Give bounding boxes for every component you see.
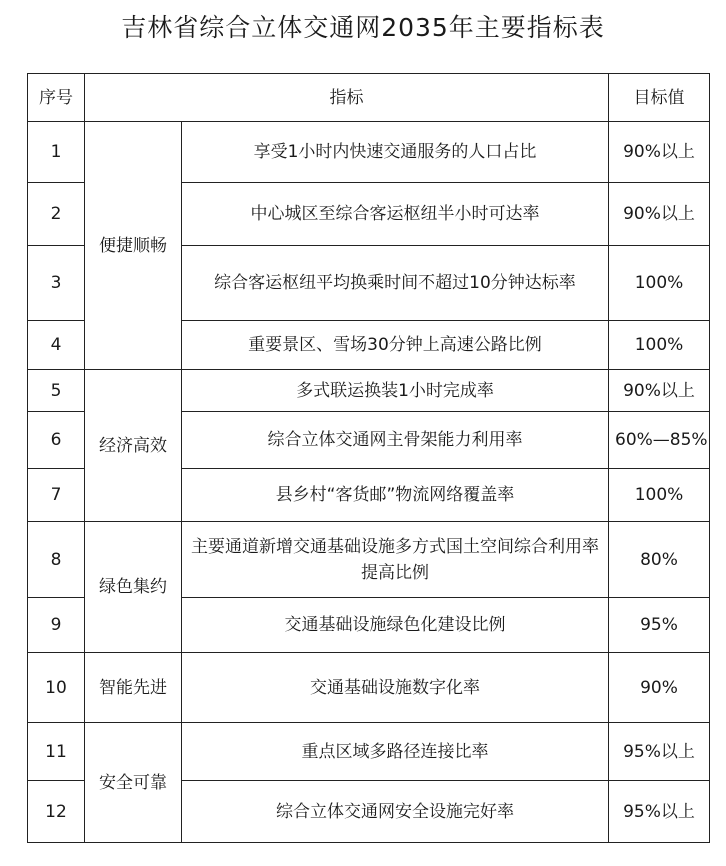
header-indicator: 指标: [85, 74, 609, 122]
category-cell: 经济高效: [85, 370, 182, 522]
table-header-row: [28, 74, 710, 122]
row-number: 7: [28, 469, 85, 522]
row-number: 2: [28, 183, 85, 246]
table-title: 吉林省综合立体交通网2035年主要指标表: [121, 13, 605, 42]
header-number: 序号: [28, 74, 85, 122]
header-target: 目标值: [609, 74, 710, 122]
indicator-cell: 重点区域多路径连接比率: [182, 723, 609, 781]
row-number: 1: [28, 122, 85, 183]
indicator-cell: 综合立体交通网安全设施完好率: [182, 781, 609, 843]
indicator-cell: 交通基础设施绿色化建设比例: [182, 598, 609, 653]
indicator-cell: 重要景区、雪场30分钟上高速公路比例: [182, 321, 609, 370]
indicator-cell: 中心城区至综合客运枢纽半小时可达率: [182, 183, 609, 246]
row-number: 9: [28, 598, 85, 653]
indicator-cell: 享受1小时内快速交通服务的人口占比: [182, 122, 609, 183]
target-cell: 100%: [609, 321, 710, 370]
target-cell: 80%: [609, 522, 710, 598]
row-number: 12: [28, 781, 85, 843]
target-cell: 100%: [609, 246, 710, 321]
target-cell: 90%以上: [609, 183, 710, 246]
indicator-cell: 主要通道新增交通基础设施多方式国土空间综合利用率提高比例: [182, 522, 609, 598]
row-number: 8: [28, 522, 85, 598]
target-cell: 60%—85%: [609, 412, 710, 469]
target-cell: 90%以上: [609, 122, 710, 183]
indicator-cell: 综合客运枢纽平均换乘时间不超过10分钟达标率: [182, 246, 609, 321]
target-cell: 90%以上: [609, 370, 710, 412]
category-cell: 安全可靠: [85, 723, 182, 843]
row-number: 6: [28, 412, 85, 469]
row-number: 3: [28, 246, 85, 321]
target-cell: 95%以上: [609, 723, 710, 781]
row-number: 10: [28, 653, 85, 723]
row-number: 4: [28, 321, 85, 370]
table-row: [28, 653, 710, 723]
category-cell: 绿色集约: [85, 522, 182, 653]
indicator-cell: 综合立体交通网主骨架能力利用率: [182, 412, 609, 469]
row-number: 5: [28, 370, 85, 412]
indicator-cell: 多式联运换装1小时完成率: [182, 370, 609, 412]
indicator-cell: 交通基础设施数字化率: [182, 653, 609, 723]
indicator-table: [27, 73, 710, 843]
table-row: [28, 522, 710, 598]
category-cell: 智能先进: [85, 653, 182, 723]
indicator-cell: 县乡村“客货邮”物流网络覆盖率: [182, 469, 609, 522]
target-cell: 95%: [609, 598, 710, 653]
table-row: [28, 370, 710, 412]
row-number: 11: [28, 723, 85, 781]
target-cell: 95%以上: [609, 781, 710, 843]
target-cell: 100%: [609, 469, 710, 522]
table-row: [28, 723, 710, 781]
category-cell: 便捷顺畅: [85, 122, 182, 370]
target-cell: 90%: [609, 653, 710, 723]
table-row: [28, 122, 710, 183]
